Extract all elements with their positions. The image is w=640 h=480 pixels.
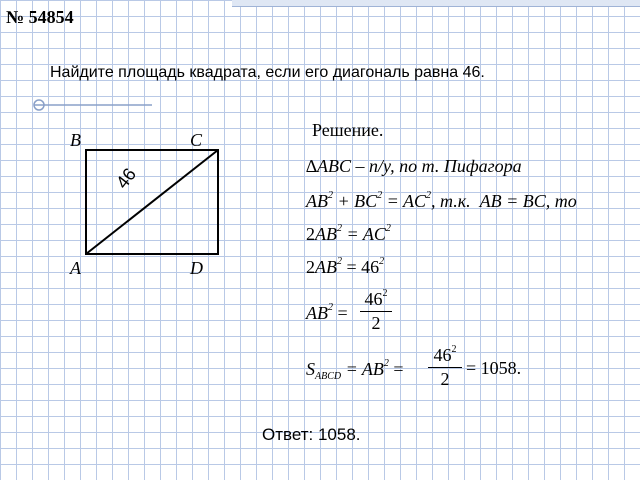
answer-text: Ответ: 1058. xyxy=(262,425,361,444)
solution-heading: Решение. xyxy=(312,120,384,140)
solution-line-4: $2AB^2 = 46^2$ xyxy=(306,256,385,277)
diagonal-line xyxy=(86,150,218,254)
diagonal-length-label: 46 xyxy=(112,164,141,193)
problem-statement: Найдите площадь квадрата, если его диагональ равна 46. xyxy=(50,64,485,81)
solution-line-2: $AB^2 + BC^2 = AC^2$, т.к. AB = BC, то xyxy=(306,190,577,211)
vertex-b-label: B xyxy=(70,130,81,150)
fraction-line-6: $46^2$ 2 xyxy=(428,344,462,390)
vertex-c-label: C xyxy=(190,130,203,150)
vertex-d-label: D xyxy=(190,258,203,278)
area-result: = 1058. xyxy=(466,358,522,378)
solution-line-5: $AB^2$ = xyxy=(306,302,348,323)
problem-number: № 54854 xyxy=(6,7,74,27)
vertex-a-label: A xyxy=(70,258,81,278)
solution-line-3: $2AB^2 = AC^2$ xyxy=(306,223,391,244)
fraction-line-5: $46^2$ 2 xyxy=(360,288,392,334)
solution-line-1: ∆ABC – п/у, по т. Пифагора xyxy=(306,156,522,176)
solution-line-6: $S_{ABCD} = AB^2$ = xyxy=(306,358,404,382)
